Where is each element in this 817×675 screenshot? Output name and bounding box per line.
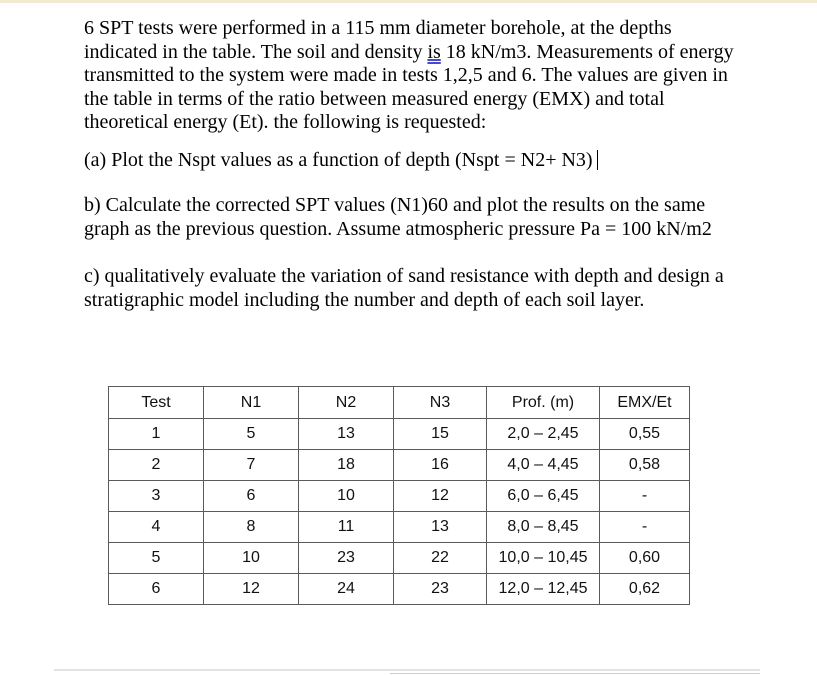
table-row <box>109 419 690 450</box>
question-b <box>84 194 774 241</box>
cell-n3: 23 <box>394 574 487 605</box>
intro-line-2a: indicated in the table. The soil and density <box>84 40 428 63</box>
cell-test: 3 <box>109 481 204 512</box>
page-bottom-rule-secondary <box>390 673 760 674</box>
spt-table <box>108 386 690 605</box>
cell-depth: 12,0 – 12,45 <box>487 574 600 605</box>
intro-line-4: the table in terms of the ratio between measured energy (EMX) and total <box>84 87 665 110</box>
table-row <box>109 512 690 543</box>
cell-n3: 22 <box>394 543 487 574</box>
cell-depth: 8,0 – 8,45 <box>487 512 600 543</box>
cell-n1: 8 <box>204 512 299 543</box>
text-cursor <box>597 150 598 170</box>
cell-emx-et: 0,58 <box>600 450 690 481</box>
spt-table-image[interactable] <box>108 386 690 605</box>
table-row <box>109 574 690 605</box>
cell-n1: 12 <box>204 574 299 605</box>
question-a <box>84 149 774 173</box>
cell-n1: 10 <box>204 543 299 574</box>
cell-n1: 6 <box>204 481 299 512</box>
cell-n2: 10 <box>299 481 394 512</box>
cell-depth: 6,0 – 6,45 <box>487 481 600 512</box>
cell-n1: 5 <box>204 419 299 450</box>
header-n3: N3 <box>394 387 487 419</box>
question-c <box>84 265 774 312</box>
cell-test: 4 <box>109 512 204 543</box>
header-depth: Prof. (m) <box>487 387 600 419</box>
cell-n2: 24 <box>299 574 394 605</box>
page-bottom-rule <box>54 669 760 671</box>
cell-n2: 18 <box>299 450 394 481</box>
problem-statement <box>84 17 774 135</box>
question-b-line-1: b) Calculate the corrected SPT values (N1)60 and plot the results on the same <box>84 194 706 216</box>
question-a-text: (a) Plot the Nspt values as a function of depth (Nspt = N2+ N3) <box>84 148 593 171</box>
cell-n2: 13 <box>299 419 394 450</box>
header-n2: N2 <box>299 387 394 419</box>
cell-test: 2 <box>109 450 204 481</box>
cell-test: 6 <box>109 574 204 605</box>
document-body[interactable] <box>84 17 774 312</box>
header-test: Test <box>109 387 204 419</box>
question-c-line-2: stratigraphic model including the number and depth of each soil layer. <box>84 288 645 311</box>
intro-line-5: theoretical energy (Et). the following is requested: <box>84 111 487 133</box>
cell-test: 5 <box>109 543 204 574</box>
header-emx-et: EMX/Et <box>600 387 690 419</box>
cell-emx-et: 0,60 <box>600 543 690 574</box>
cell-n2: 11 <box>299 512 394 543</box>
question-c-line-1: c) qualitatively evaluate the variation of sand resistance with depth and design a <box>84 265 724 287</box>
table-row <box>109 450 690 481</box>
header-n1: N1 <box>204 387 299 419</box>
cell-n1: 7 <box>204 450 299 481</box>
cell-test: 1 <box>109 419 204 450</box>
cell-depth: 10,0 – 10,45 <box>487 543 600 574</box>
table-row <box>109 481 690 512</box>
cell-emx-et: - <box>600 512 690 543</box>
cell-n3: 15 <box>394 419 487 450</box>
grammar-flagged-word[interactable]: is <box>427 40 441 63</box>
cell-depth: 4,0 – 4,45 <box>487 450 600 481</box>
table-header-row <box>109 387 690 419</box>
table-row <box>109 543 690 574</box>
question-b-line-2: graph as the previous question. Assume atmospheric pressure Pa = 100 kN/m2 <box>84 217 712 240</box>
cell-emx-et: - <box>600 481 690 512</box>
top-rule <box>0 0 817 3</box>
cell-n2: 23 <box>299 543 394 574</box>
cell-n3: 16 <box>394 450 487 481</box>
cell-n3: 12 <box>394 481 487 512</box>
cell-depth: 2,0 – 2,45 <box>487 419 600 450</box>
intro-line-3: transmitted to the system were made in tests 1,2,5 and 6. The values are given in <box>84 64 728 86</box>
cell-emx-et: 0,55 <box>600 419 690 450</box>
cell-n3: 13 <box>394 512 487 543</box>
intro-line-2b: 18 kN/m3. Measurements of energy <box>440 40 734 63</box>
cell-emx-et: 0,62 <box>600 574 690 605</box>
intro-line-1: 6 SPT tests were performed in a 115 mm diameter borehole, at the depths <box>84 17 672 39</box>
